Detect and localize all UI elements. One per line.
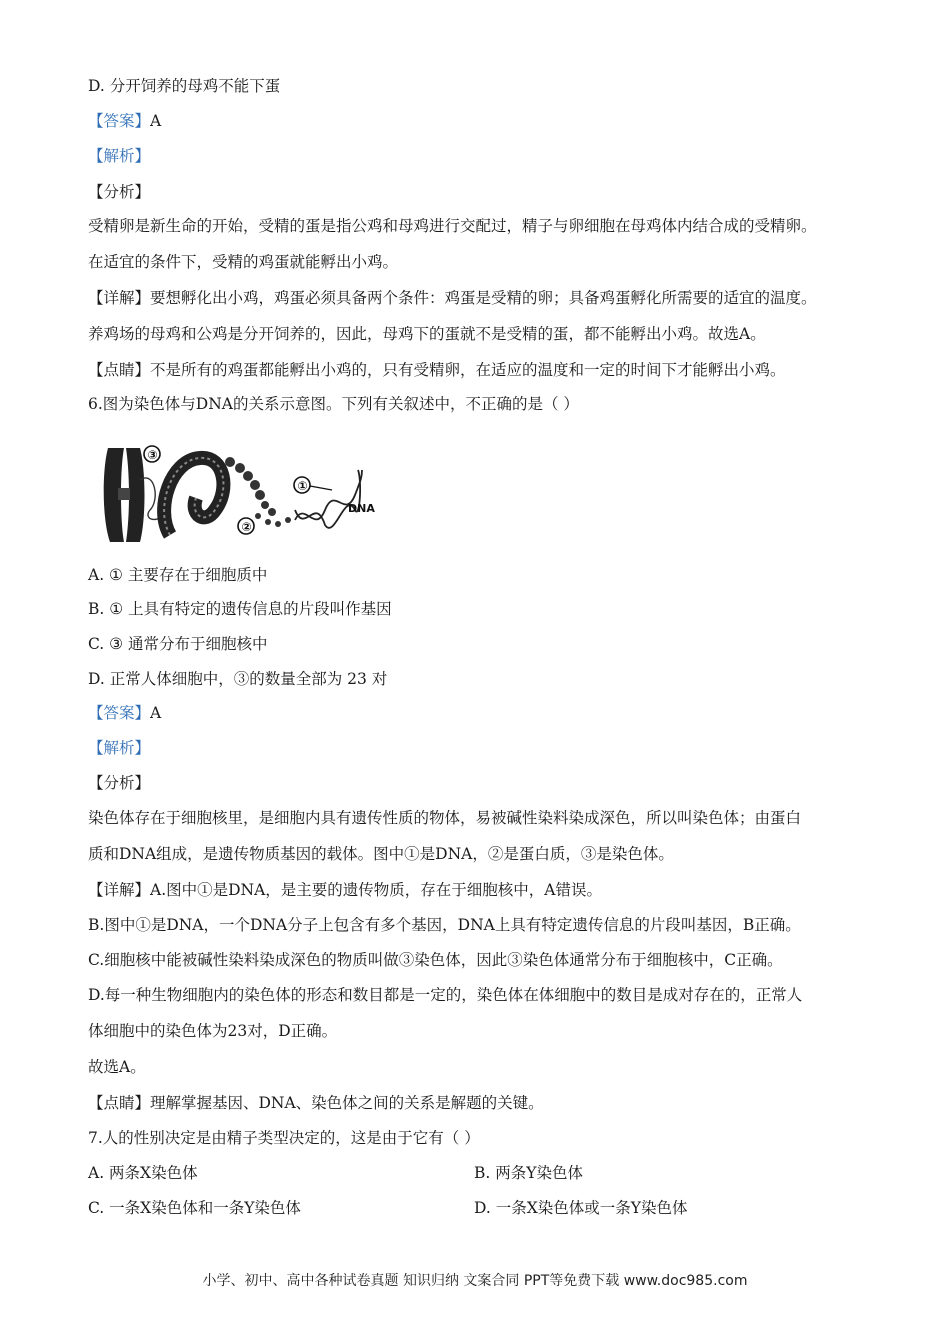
q5-xiangjie-p2: 养鸡场的母鸡和公鸡是分开饲养的，因此，母鸡下的蛋就不是受精的蛋，都不能孵出小鸡。故选A。 bbox=[88, 325, 766, 343]
q6-xiangjie-b: B.图中①是DNA，一个DNA分子上包含有多个基因，DNA上具有特定遗传信息的片段叫基因，B正确。 bbox=[88, 916, 801, 934]
q6-fenxi-heading: 【分析】 bbox=[88, 774, 151, 792]
marker-2-label: ② bbox=[241, 520, 252, 534]
q6-answer-line bbox=[88, 703, 161, 723]
q6-option-b: B. ① 上具有特定的遗传信息的片段叫作基因 bbox=[88, 600, 392, 618]
answer-tag: 【答案】 bbox=[88, 112, 151, 130]
marker-1-pointer bbox=[310, 486, 332, 490]
q5-analysis-tag: 【解析】 bbox=[88, 147, 151, 165]
q6-fenxi-p2: 质和DNA组成，是遗传物质基因的载体。图中①是DNA，②是蛋白质，③是染色体。 bbox=[88, 845, 674, 863]
q7-option-b: B. 两条Y染色体 bbox=[474, 1164, 583, 1182]
dna-label: DNA bbox=[348, 502, 375, 515]
q6-xiangjie-c: C.细胞核中能被碱性染料染成深色的物质叫做③染色体，因此③染色体通常分布于细胞核中，C正确。 bbox=[88, 951, 783, 969]
q6-guxuan: 故选A。 bbox=[88, 1058, 146, 1076]
answer-tag: 【答案】 bbox=[88, 704, 151, 722]
q6-analysis-tag: 【解析】 bbox=[88, 739, 151, 757]
answer-value: A bbox=[150, 112, 162, 130]
q6-fenxi-p1: 染色体存在于细胞核里，是细胞内具有遗传性质的物体，易被碱性染料染成深色，所以叫染色体；由蛋白 bbox=[88, 809, 802, 827]
chromosome-dna-diagram bbox=[100, 440, 380, 550]
q6-xiangjie-d2: 体细胞中的染色体为23对，D正确。 bbox=[88, 1022, 338, 1040]
chromosome-shape bbox=[104, 448, 145, 542]
q5-answer-line bbox=[88, 111, 161, 131]
q6-option-c: C. ③ 通常分布于细胞核中 bbox=[88, 635, 268, 653]
q7-option-c: C. 一条X染色体和一条Y染色体 bbox=[88, 1199, 301, 1217]
q5-xiangjie-p1: 【详解】要想孵化出小鸡，鸡蛋必须具备两个条件：鸡蛋是受精的卵；具备鸡蛋孵化所需要的适宜的温度。 bbox=[88, 289, 817, 307]
marker-3-label: ③ bbox=[147, 448, 158, 462]
q6-xiangjie-d1: D.每一种生物细胞内的染色体的形态和数目都是一定的，染色体在体细胞中的数目是成对存在的，正常人 bbox=[88, 986, 803, 1004]
q5-option-d: D. 分开饲养的母鸡不能下蛋 bbox=[88, 77, 281, 95]
q7-option-a: A. 两条X染色体 bbox=[88, 1164, 198, 1182]
q6-stem: 6.图为染色体与DNA的关系示意图。下列有关叙述中，不正确的是（ ） bbox=[88, 395, 579, 413]
q6-dianjing: 【点睛】理解掌握基因、DNA、染色体之间的关系是解题的关键。 bbox=[88, 1094, 544, 1112]
q5-dianjing: 【点睛】不是所有的鸡蛋都能孵出小鸡的，只有受精卵，在适应的温度和一定的时间下才能孵出小鸡。 bbox=[88, 361, 786, 379]
answer-value: A bbox=[150, 704, 162, 722]
q6-xiangjie-a: 【详解】A.图中①是DNA，是主要的遗传物质，存在于细胞核中，A错误。 bbox=[88, 881, 602, 899]
q6-option-a: A. ① 主要存在于细胞质中 bbox=[88, 566, 268, 584]
marker-1-label: ① bbox=[297, 479, 308, 493]
q6-option-d: D. 正常人体细胞中，③的数量全部为 23 对 bbox=[88, 670, 388, 688]
q5-fenxi-p1: 受精卵是新生命的开始，受精的蛋是指公鸡和母鸡进行交配过，精子与卵细胞在母鸡体内结合成的受精卵。 bbox=[88, 217, 817, 235]
page-footer: 小学、初中、高中各种试卷真题 知识归纳 文案合同 PPT等免费下载 www.doc985.com bbox=[202, 1273, 748, 1289]
q7-option-d: D. 一条X染色体或一条Y染色体 bbox=[474, 1199, 688, 1217]
q5-fenxi-p2: 在适宜的条件下，受精的鸡蛋就能孵出小鸡。 bbox=[88, 253, 399, 271]
coiled-fiber bbox=[164, 458, 223, 535]
q7-stem: 7.人的性别决定是由精子类型决定的，这是由于它有（ ） bbox=[88, 1129, 480, 1147]
q5-fenxi-heading: 【分析】 bbox=[88, 183, 151, 201]
nucleosome-beads bbox=[225, 457, 291, 527]
